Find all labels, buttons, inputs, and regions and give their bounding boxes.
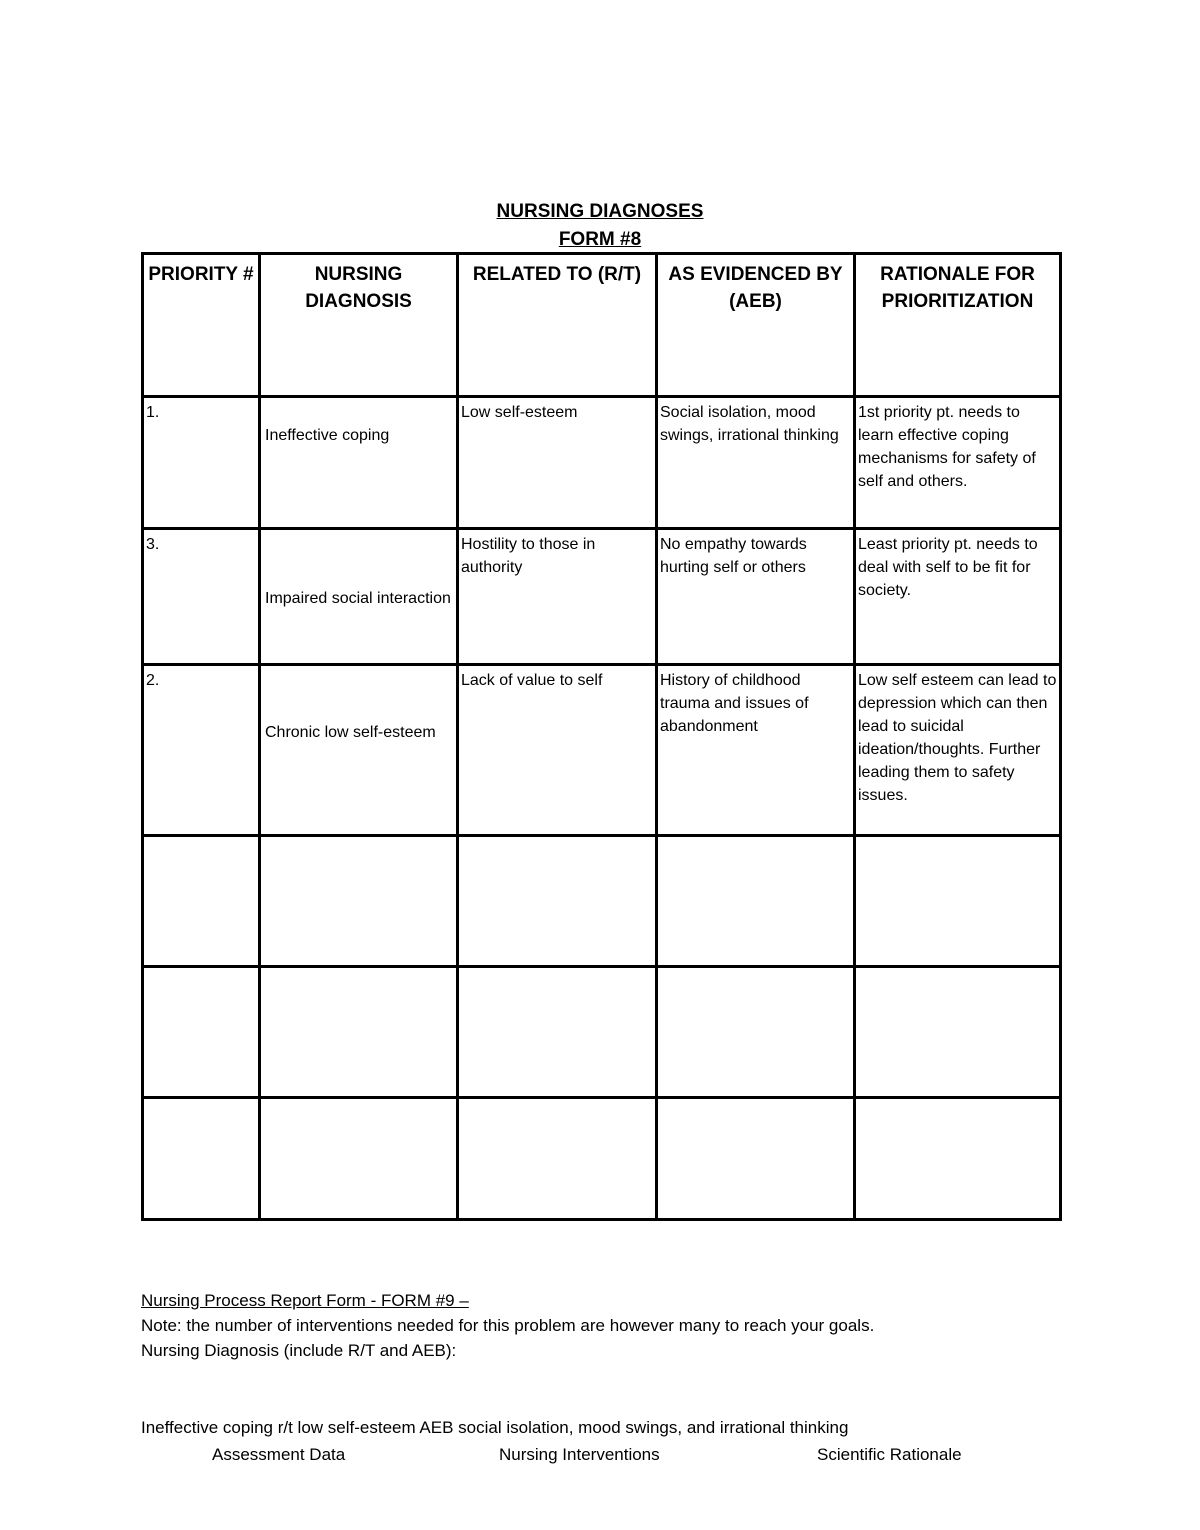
column-label-assessment: Assessment Data	[212, 1445, 346, 1464]
column-label-interventions: Nursing Interventions	[499, 1445, 660, 1464]
empty-cell	[657, 836, 855, 967]
form9-notes	[141, 1288, 1041, 1363]
empty-row	[143, 836, 1061, 967]
table-row	[143, 397, 1061, 529]
empty-cell	[143, 1098, 260, 1220]
rationale-cell: 1st priority pt. needs to learn effective coping mechanisms for safety of self and others.	[855, 397, 1061, 529]
priority-cell: 3.	[143, 529, 260, 665]
related-to-cell: Hostility to those in authority	[458, 529, 657, 665]
diagnosis-cell	[260, 397, 458, 529]
diagnosis-cell	[260, 529, 458, 665]
evidenced-by-cell: History of childhood trauma and issues of abandonment	[657, 665, 855, 836]
form-title: NURSING DIAGNOSES	[496, 201, 704, 222]
priority-cell: 1.	[143, 397, 260, 529]
empty-cell	[458, 836, 657, 967]
evidenced-by-cell: Social isolation, mood swings, irrational thinking	[657, 397, 855, 529]
empty-cell	[855, 1098, 1061, 1220]
header-nursing-diagnosis: NURSING DIAGNOSIS	[260, 254, 458, 397]
related-to-cell: Lack of value to self	[458, 665, 657, 836]
empty-cell	[855, 836, 1061, 967]
empty-cell	[143, 836, 260, 967]
empty-cell	[260, 836, 458, 967]
form-subtitle: FORM #8	[558, 229, 642, 250]
empty-cell	[657, 967, 855, 1098]
header-rationale: RATIONALE FOR PRIORITIZATION	[855, 254, 1061, 397]
diagnosis-text: Impaired social interaction	[265, 590, 451, 607]
form9-diagnosis-label: Nursing Diagnosis (include R/T and AEB):	[141, 1341, 457, 1360]
rationale-cell: Least priority pt. needs to deal with self to be fit for society.	[855, 529, 1061, 665]
header-evidenced-by: AS EVIDENCED BY (AEB)	[657, 254, 855, 397]
priority-cell: 2.	[143, 665, 260, 836]
diagnosis-statement: Ineffective coping r/t low self-esteem AEB social isolation, mood swings, and irrational thinking	[141, 1418, 849, 1437]
nursing-diagnoses-table	[141, 252, 1062, 1221]
header-row	[143, 254, 1061, 397]
table-row	[143, 665, 1061, 836]
empty-cell	[143, 967, 260, 1098]
evidenced-by-cell: No empathy towards hurting self or others	[657, 529, 855, 665]
related-to-cell: Low self-esteem	[458, 397, 657, 529]
column-label-rationale: Scientific Rationale	[817, 1445, 962, 1464]
table-row	[143, 529, 1061, 665]
empty-cell	[855, 967, 1061, 1098]
diagnosis-text: Chronic low self-esteem	[265, 724, 436, 741]
empty-cell	[657, 1098, 855, 1220]
empty-cell	[260, 967, 458, 1098]
empty-cell	[458, 1098, 657, 1220]
form9-note: Note: the number of interventions needed for this problem are however many to reach your goals.	[141, 1316, 875, 1335]
diagnosis-cell	[260, 665, 458, 836]
empty-row	[143, 967, 1061, 1098]
empty-cell	[260, 1098, 458, 1220]
form9-heading: Nursing Process Report Form - FORM #9 –	[141, 1291, 469, 1310]
header-priority: PRIORITY #	[143, 254, 260, 397]
header-related-to: RELATED TO (R/T)	[458, 254, 657, 397]
diagnosis-text: Ineffective coping	[265, 427, 390, 444]
empty-row	[143, 1098, 1061, 1220]
empty-cell	[458, 967, 657, 1098]
rationale-cell: Low self esteem can lead to depression which can then lead to suicidal ideation/thoughts. Further leading them to safety issues.	[855, 665, 1061, 836]
